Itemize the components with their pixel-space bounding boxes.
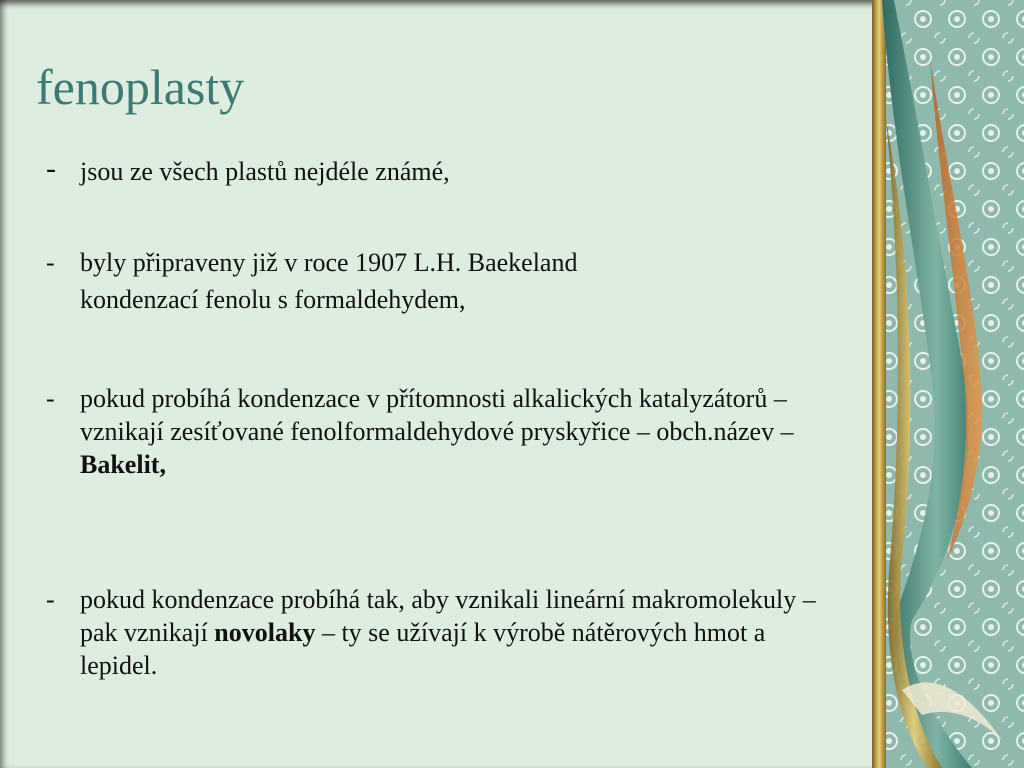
bullet-text-part: – ty se užívají k výrobě nátěrových hmot a lepidel. xyxy=(80,618,766,680)
bullet-dash: - xyxy=(46,248,55,277)
bullet-item-2 xyxy=(46,246,846,326)
bullet-text-part: pokud probíhá kondenzace v přítomnosti alkalických katalyzátorů – vznikají zesíťované fenolformaldehydové pryskyřice – obch.název – xyxy=(80,384,794,446)
bullet-text xyxy=(80,583,845,682)
bullet-item-1 xyxy=(46,152,846,195)
bullet-text xyxy=(80,246,850,316)
bullet-line: kondenzací fenolu s formaldehydem, xyxy=(80,285,466,314)
bullet-dash: - xyxy=(46,152,56,185)
bullet-text xyxy=(80,382,810,481)
floral-ribbon-decoration-icon xyxy=(872,0,1024,768)
bullet-dash: - xyxy=(46,585,55,614)
bullet-item-4 xyxy=(46,583,846,693)
bullet-bold-term: novolaky xyxy=(214,618,316,647)
bullet-text-part: pokud kondenzace probíhá tak, aby vznikali lineární makromolekuly – pak vznikají xyxy=(80,585,816,647)
bullet-item-3 xyxy=(46,382,846,522)
bullet-bold-term: Bakelit, xyxy=(80,450,166,479)
bullet-dash: - xyxy=(46,384,55,413)
slide-title: fenoplasty xyxy=(36,59,245,115)
bullet-text: jsou ze všech plastů nejdéle známé, xyxy=(80,157,450,186)
bullet-line: byly připraveny již v roce 1907 L.H. Baekeland xyxy=(80,248,578,277)
